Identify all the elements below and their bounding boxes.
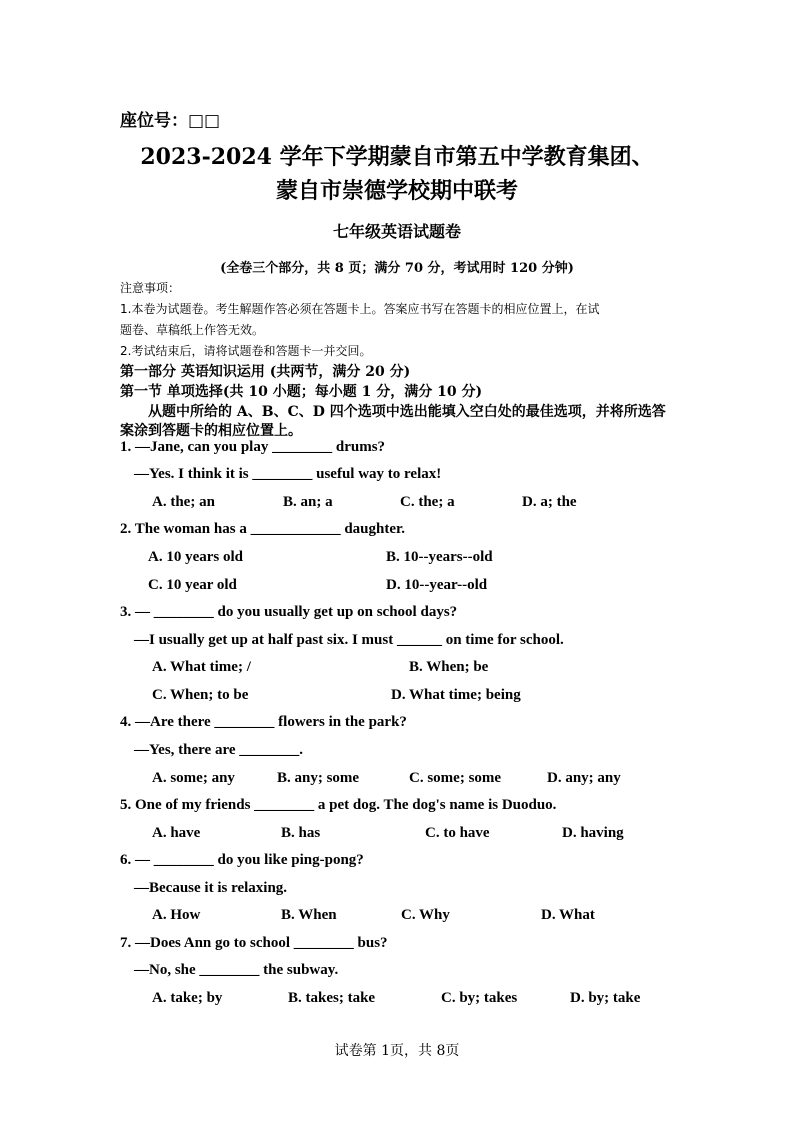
question-1-stem: 1. —Jane, can you play ________ drums? — [120, 439, 386, 455]
question-2-option-a: A. 10 years old — [148, 549, 243, 565]
question-3-option-b: B. When; be — [409, 659, 489, 675]
question-6-stem: 6. — ________ do you like ping-pong? — [120, 852, 364, 868]
exam-title-line1: 2023-2024 学年下学期蒙自市第五中学教育集团、 — [140, 144, 654, 170]
question-7-stem: 7. —Does Ann go to school ________ bus? — [120, 935, 388, 951]
seat-number: 座位号：□□ — [120, 111, 221, 131]
part1-title: 第一部分 英语知识运用 (共两节，满分 20 分) — [120, 364, 411, 380]
section1-title: 第一节 单项选择(共 10 小题；每小题 1 分，满分 10 分) — [120, 384, 483, 400]
question-3-option-c: C. When; to be — [152, 687, 249, 703]
note-line-1b: 题卷、草稿纸上作答无效。 — [120, 323, 265, 337]
question-7-option-c: C. by; takes — [441, 990, 518, 1006]
page-footer: 试卷第 1页，共 8页 — [334, 1043, 460, 1059]
question-7-option-d: D. by; take — [570, 990, 641, 1006]
question-5-stem: 5. One of my friends ________ a pet dog. The dog's name is Duoduo. — [120, 797, 557, 813]
question-5-option-a: A. have — [152, 825, 201, 841]
question-4-option-d: D. any; any — [547, 770, 621, 786]
question-7-option-a: A. take; by — [152, 990, 223, 1006]
question-4-option-a: A. some; any — [152, 770, 235, 786]
question-6-option-c: C. Why — [401, 907, 450, 923]
question-6-option-a: A. How — [152, 907, 201, 923]
question-3-stem: 3. — ________ do you usually get up on school days? — [120, 604, 458, 620]
question-2-stem: 2. The woman has a ____________ daughter. — [120, 521, 406, 537]
question-2-option-c: C. 10 year old — [148, 577, 237, 593]
question-4-option-b: B. any; some — [277, 770, 360, 786]
instruction-line-a: 从题中所给的 A、B、C、D 四个选项中选出能填入空白处的最佳选项，并将所选答 — [148, 404, 666, 420]
question-2-option-d: D. 10--year--old — [386, 577, 488, 593]
question-5-option-c: C. to have — [425, 825, 490, 841]
question-4-option-c: C. some; some — [409, 770, 502, 786]
question-6-option-b: B. When — [281, 907, 337, 923]
note-line-2: 2.考试结束后，请将试题卷和答题卡一并交回。 — [120, 344, 372, 358]
question-6-reply: —Because it is relaxing. — [134, 880, 288, 896]
question-3-reply: —I usually get up at half past six. I must ______ on time for school. — [134, 632, 564, 648]
question-2-option-b: B. 10--years--old — [386, 549, 493, 565]
question-7-reply: —No, she ________ the subway. — [134, 962, 339, 978]
exam-title-line2: 蒙自市崇德学校期中联考 — [275, 178, 518, 204]
exam-info: (全卷三个部分，共 8 页；满分 70 分，考试用时 120 分钟) — [220, 261, 574, 276]
question-4-stem: 4. —Are there ________ flowers in the park? — [120, 714, 407, 730]
question-5-option-b: B. has — [281, 825, 321, 841]
note-line-1a: 1.本卷为试题卷。考生解题作答必须在答题卡上。答案应书写在答题卡的相应位置上，在试 — [120, 302, 600, 316]
question-5-option-d: D. having — [562, 825, 624, 841]
instruction-line-b: 案涂到答题卡的相应位置上。 — [120, 423, 302, 439]
question-1-option-c: C. the; a — [400, 494, 455, 510]
question-7-option-b: B. takes; take — [288, 990, 376, 1006]
question-3-option-d: D. What time; being — [391, 687, 521, 703]
question-1-option-a: A. the; an — [152, 494, 215, 510]
question-6-option-d: D. What — [541, 907, 595, 923]
question-4-reply: —Yes, there are ________. — [134, 742, 303, 758]
question-1-option-b: B. an; a — [283, 494, 333, 510]
question-1-reply: —Yes. I think it is ________ useful way to relax! — [134, 466, 442, 482]
exam-subtitle: 七年级英语试题卷 — [332, 222, 461, 241]
question-3-option-a: A. What time; / — [152, 659, 251, 675]
question-1-option-d: D. a; the — [522, 494, 577, 510]
notes-heading: 注意事项： — [120, 281, 181, 295]
